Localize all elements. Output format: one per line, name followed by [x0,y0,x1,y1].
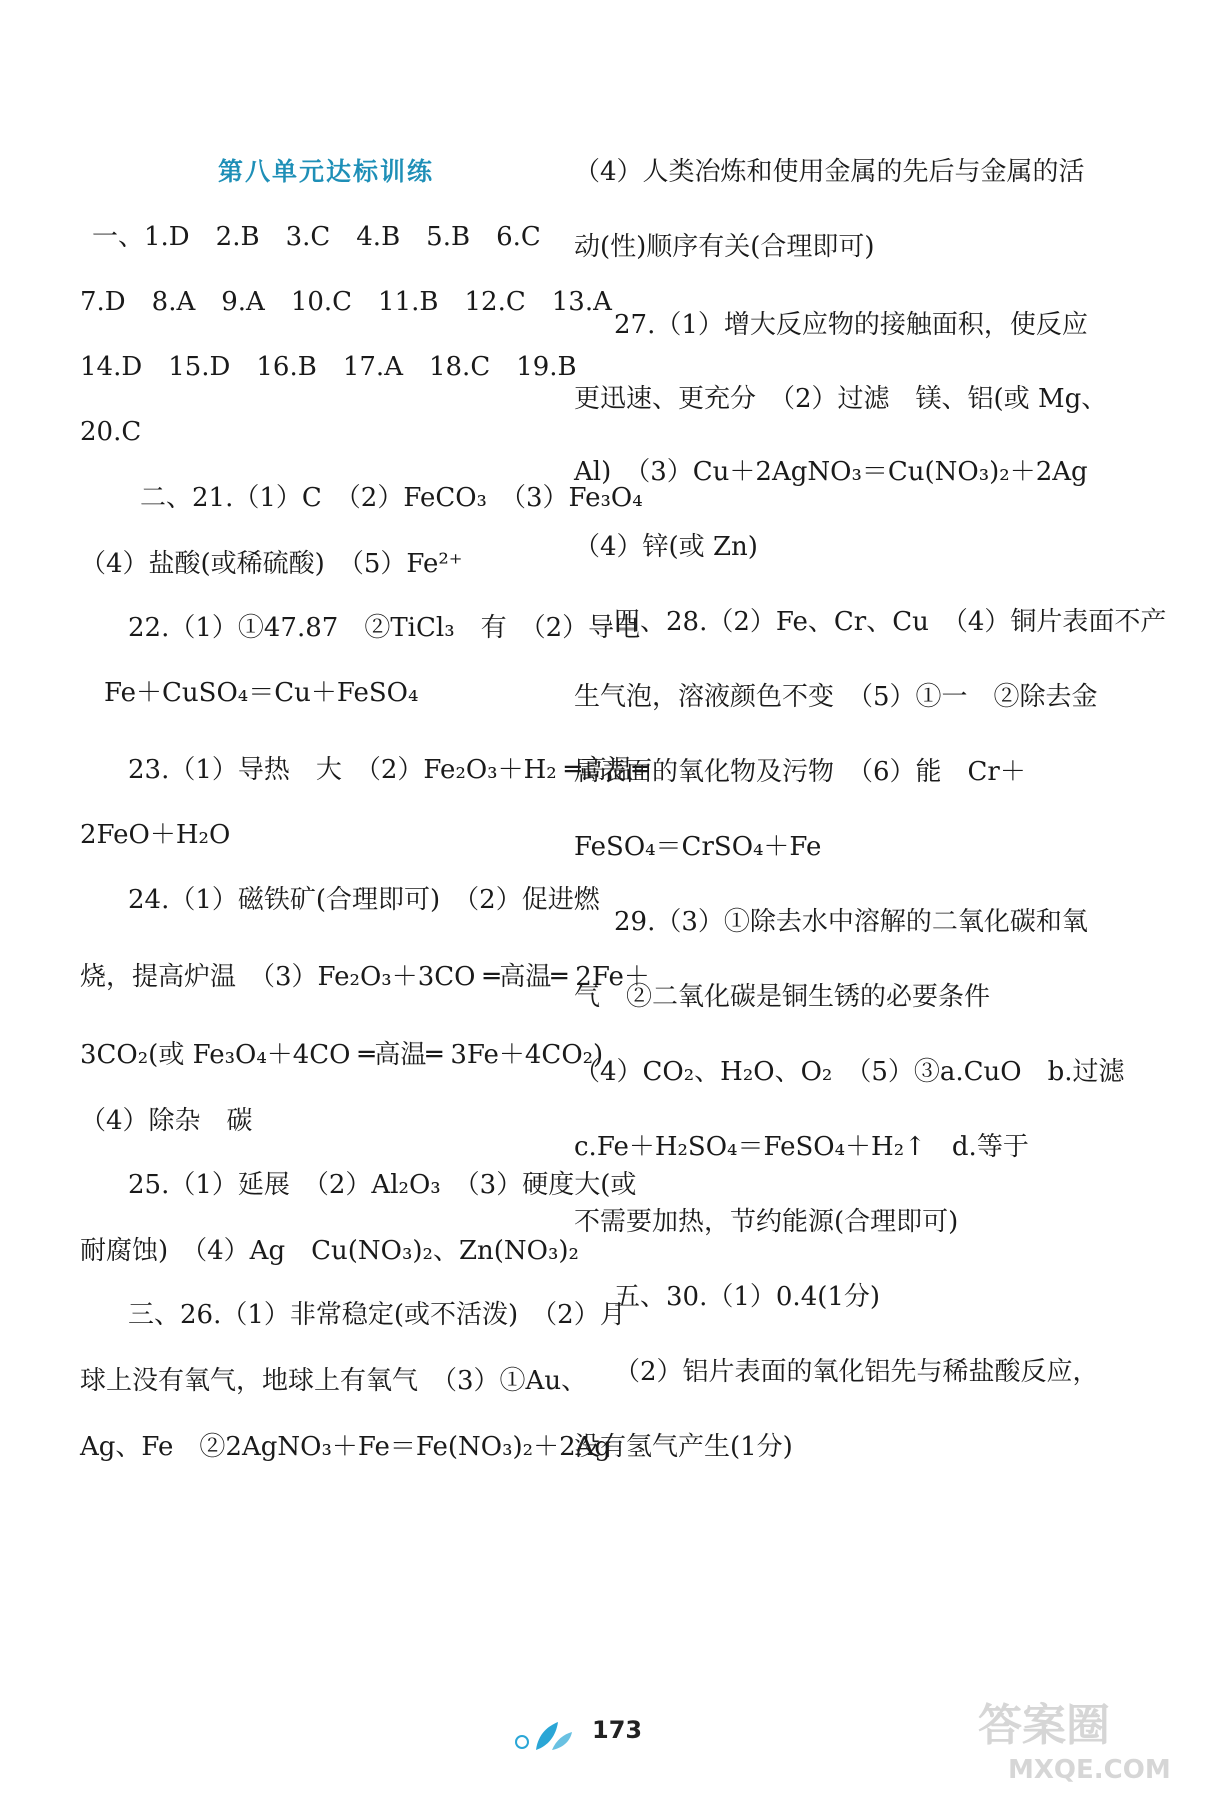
watermark-logo [968,1690,1198,1794]
answer-line: 耐腐蚀) （4）Ag Cu(NO₃)₂、Zn(NO₃)₂ [80,1236,579,1266]
answer-line: c.Fe＋H₂SO₄＝FeSO₄＋H₂↑ d.等于 [574,1132,1029,1162]
answer-line: Al) （3）Cu＋2AgNO₃＝Cu(NO₃)₂＋2Ag [574,457,1088,487]
answer-line: 气 ②二氧化碳是铜生锈的必要条件 [574,982,991,1012]
answer-line: （4）锌(或 Zn) [574,532,758,562]
answer-line: （2）铝片表面的氧化铝先与稀盐酸反应， [614,1357,1099,1387]
answer-line: 三、26.（1）非常稳定(或不活泼) （2）月 [128,1300,626,1330]
answer-line: 25.（1）延展 （2）Al₂O₃ （3）硬度大(或 [128,1170,637,1200]
answer-line: 球上没有氧气，地球上有氧气 （3）①Au、 [80,1366,588,1396]
answer-line: Fe＋CuSO₄＝Cu＋FeSO₄ [104,678,419,708]
answer-line: FeSO₄＝CrSO₄＋Fe [574,832,822,862]
answer-line: 五、30.（1）0.4(1分) [614,1282,881,1312]
answer-line: 不需要加热，节约能源(合理即可) [574,1207,959,1237]
answer-line: 2FeO＋H₂O [80,820,231,850]
answer-line: Ag、Fe ②2AgNO₃＋Fe＝Fe(NO₃)₂＋2Ag [80,1432,612,1462]
answer-line: 24.（1）磁铁矿(合理即可) （2）促进燃 [128,885,600,915]
answer-line: （4）盐酸(或稀硫酸) （5）Fe²⁺ [80,549,463,579]
leaf-ornament-icon [512,1712,576,1760]
answer-line: 7.D 8.A 9.A 10.C 11.B 12.C 13.A [80,287,612,317]
answer-line: （4）CO₂、H₂O、O₂ （5）③a.CuO b.过滤 [574,1057,1125,1087]
answer-line: 二、21.（1）C （2）FeCO₃ （3）Fe₃O₄ [140,483,643,513]
answer-line: 没有氢气产生(1分) [574,1432,793,1462]
page-number: 173 [592,1716,643,1744]
answer-line: 20.C [80,417,142,447]
answer-line: 29.（3）①除去水中溶解的二氧化碳和氧 [614,907,1088,937]
answer-line: 一、1.D 2.B 3.C 4.B 5.B 6.C [92,222,541,252]
answer-line: 属表面的氧化物及污物 （6）能 Cr＋ [574,757,1026,787]
answer-line: 生气泡，溶液颜色不变 （5）①一 ②除去金 [574,682,1098,712]
answer-line: （4）除杂 碳 [80,1106,253,1136]
answer-line: 27.（1）增大反应物的接触面积，使反应 [614,310,1088,340]
section-title: 第八单元达标训练 [218,157,435,186]
answer-line: 14.D 15.D 16.B 17.A 18.C 19.B [80,352,577,382]
answer-line: 3CO₂(或 Fe₃O₄＋4CO ═高温═ 3Fe＋4CO₂) [80,1040,604,1070]
answer-line: 四、28.（2）Fe、Cr、Cu （4）铜片表面不产 [614,607,1167,637]
answer-line: 更迅速、更充分 （2）过滤 镁、铝(或 Mg、 [574,384,1108,414]
answer-line: 22.（1）①47.87 ②TiCl₃ 有 （2）导电 [128,613,641,643]
answer-line: 23.（1）导热 大 （2）Fe₂O₃＋H₂ ═高温═ [128,755,649,785]
svg-text:答案圈: 答案圈 [978,1700,1110,1751]
answer-line: （4）人类冶炼和使用金属的先后与金属的活 [574,157,1085,187]
svg-text:MXQE.COM: MXQE.COM [1008,1755,1171,1785]
answer-line: 动(性)顺序有关(合理即可) [574,232,875,262]
answer-line: 烧，提高炉温 （3）Fe₂O₃＋3CO ═高温═ 2Fe＋ [80,962,650,992]
